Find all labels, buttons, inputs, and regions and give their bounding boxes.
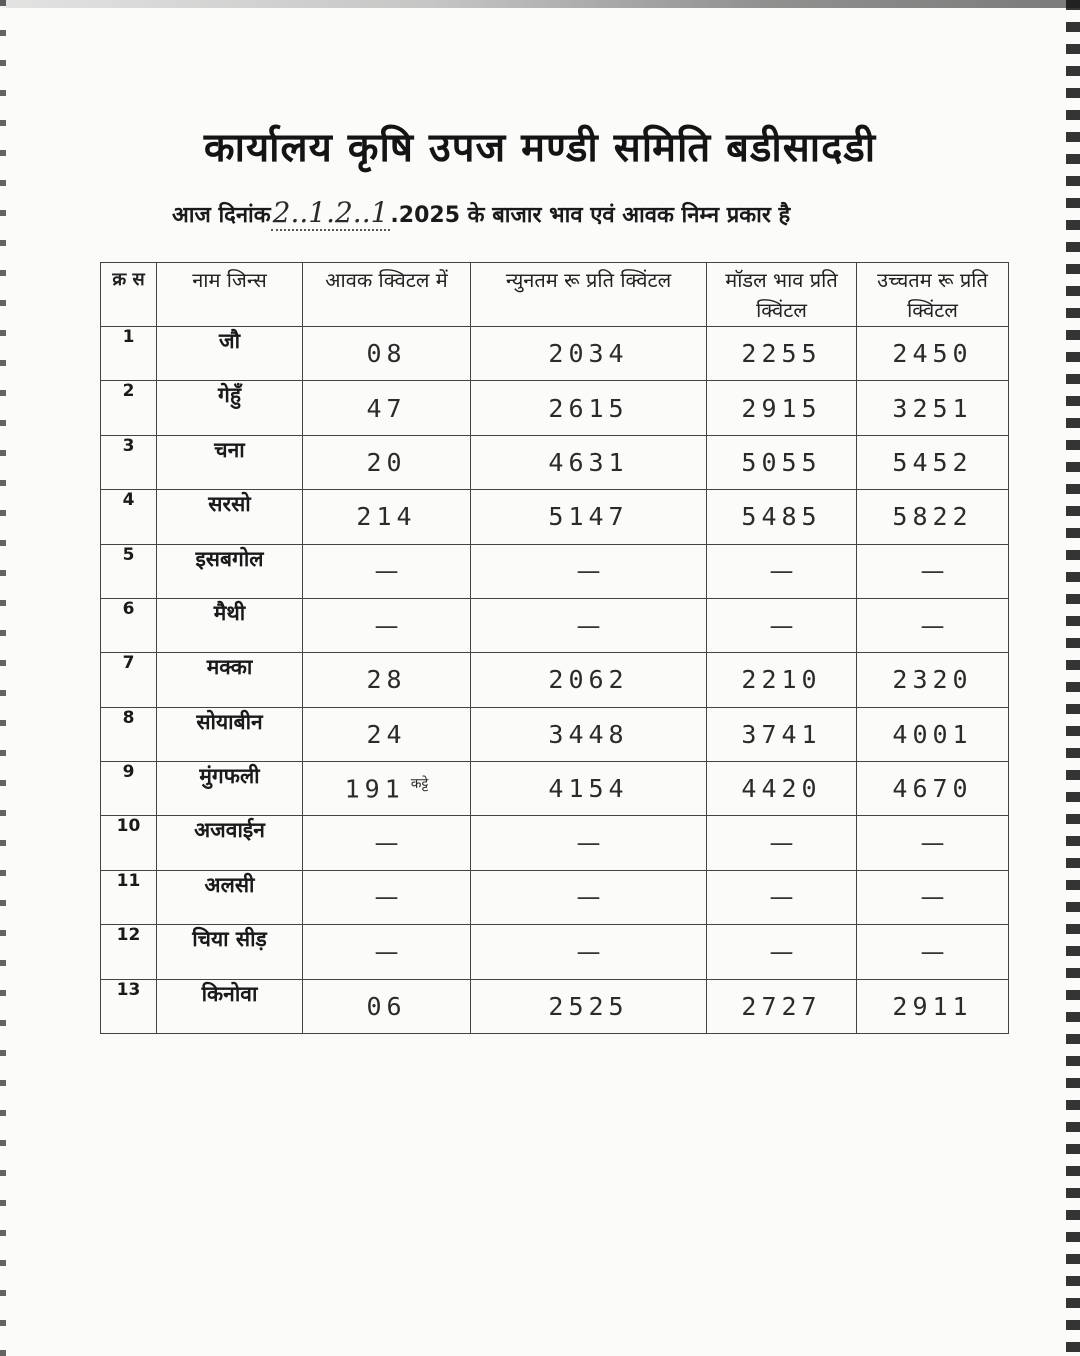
table-row	[101, 435, 1009, 489]
row-min-price-value: 2062	[548, 665, 629, 695]
row-min-price-value: —	[576, 611, 601, 640]
arrival-unit-note: कट्टे	[410, 776, 429, 793]
row-arrival-value: —	[374, 937, 399, 966]
row-min-price-value: —	[576, 829, 601, 858]
row-min-price	[471, 327, 707, 381]
table-row	[101, 381, 1009, 435]
row-arrival-value: —	[374, 883, 399, 912]
market-rates-table	[100, 262, 1009, 1034]
row-crop-name	[157, 979, 303, 1034]
row-modal-price-value: 2727	[741, 991, 822, 1021]
row-max-price-value: 4670	[892, 774, 973, 804]
row-min-price	[471, 653, 707, 707]
row-modal-price	[707, 925, 857, 979]
table-row	[101, 762, 1009, 816]
row-serial	[101, 653, 157, 707]
row-arrival	[303, 544, 471, 598]
row-crop-name	[157, 762, 303, 816]
header-arrival: आवक क्विटल में	[303, 263, 471, 327]
row-crop-name	[157, 327, 303, 381]
row-arrival	[303, 490, 471, 544]
row-serial	[101, 707, 157, 761]
row-min-price-value: 3448	[548, 719, 629, 749]
row-modal-price	[707, 598, 857, 652]
row-serial-value: 5	[122, 544, 135, 565]
row-crop-name-value: किनोवा	[201, 981, 258, 1006]
row-modal-price	[707, 490, 857, 544]
row-arrival	[303, 327, 471, 381]
row-modal-price	[707, 544, 857, 598]
row-serial-value: 6	[122, 598, 135, 619]
row-modal-price	[707, 870, 857, 924]
row-serial	[101, 816, 157, 870]
row-max-price	[857, 762, 1009, 816]
row-serial	[101, 435, 157, 489]
row-max-price	[857, 381, 1009, 435]
row-serial-value: 3	[122, 435, 135, 456]
row-crop-name	[157, 435, 303, 489]
row-crop-name-value: सोयाबीन	[196, 709, 263, 734]
row-crop-name	[157, 544, 303, 598]
scan-edge-top	[0, 0, 1080, 8]
row-crop-name-value: मैथी	[213, 600, 246, 625]
row-arrival	[303, 979, 471, 1034]
row-max-price-value: 4001	[892, 719, 973, 749]
row-arrival	[303, 381, 471, 435]
row-max-price-value: 2911	[892, 991, 973, 1021]
row-serial-value: 1	[122, 327, 135, 347]
row-serial-value: 7	[122, 653, 135, 674]
table-row	[101, 490, 1009, 544]
row-modal-price-value: —	[769, 883, 794, 912]
header-max-price: उच्चतम रू प्रति क्विंटल	[857, 263, 1009, 327]
row-min-price-value: 5147	[548, 502, 629, 532]
row-serial	[101, 490, 157, 544]
row-crop-name-value: सरसो	[208, 492, 251, 517]
table-row	[101, 653, 1009, 707]
row-modal-price	[707, 816, 857, 870]
row-arrival	[303, 653, 471, 707]
row-min-price	[471, 435, 707, 489]
date-line	[172, 196, 952, 229]
row-max-price	[857, 979, 1009, 1034]
table-row	[101, 327, 1009, 381]
row-crop-name	[157, 653, 303, 707]
row-modal-price	[707, 762, 857, 816]
row-min-price-value: —	[576, 557, 601, 586]
row-max-price	[857, 544, 1009, 598]
row-min-price	[471, 816, 707, 870]
row-crop-name-value: मुंगफली	[199, 764, 260, 788]
row-modal-price	[707, 435, 857, 489]
row-min-price	[471, 598, 707, 652]
row-arrival-value: 47	[366, 393, 407, 423]
row-max-price	[857, 870, 1009, 924]
table-header-row	[101, 263, 1009, 327]
row-arrival	[303, 435, 471, 489]
row-crop-name	[157, 490, 303, 544]
row-serial-value: 13	[116, 979, 141, 1000]
table-row	[101, 707, 1009, 761]
row-min-price-value: 2615	[548, 393, 629, 423]
row-arrival-value: 24	[366, 719, 407, 749]
row-arrival	[303, 870, 471, 924]
row-max-price	[857, 925, 1009, 979]
row-modal-price-value: 2210	[741, 665, 822, 695]
row-max-price-value: 2320	[892, 665, 973, 695]
row-serial-value: 10	[116, 816, 141, 837]
row-crop-name-value: मक्का	[206, 655, 253, 680]
row-modal-price-value: 5485	[741, 502, 822, 532]
row-modal-price	[707, 707, 857, 761]
handwritten-date: 2..1.2..1	[272, 196, 389, 229]
row-min-price	[471, 544, 707, 598]
row-arrival-value: 28	[366, 665, 407, 695]
row-arrival-value: 20	[366, 447, 407, 477]
date-line-suffix: .2025 के बाजार भाव एवं आवक निम्न प्रकार है	[390, 203, 791, 228]
row-min-price-value: 4154	[548, 774, 629, 804]
date-line-prefix: आज दिनांक	[172, 203, 271, 228]
row-arrival-value: —	[374, 829, 399, 858]
row-max-price-value: 3251	[892, 393, 973, 423]
row-serial	[101, 925, 157, 979]
row-serial-value: 12	[116, 925, 141, 946]
row-crop-name-value: जौ	[218, 329, 241, 353]
row-max-price	[857, 598, 1009, 652]
row-modal-price-value: 2255	[741, 339, 822, 369]
table-row	[101, 870, 1009, 924]
row-min-price-value: 2525	[548, 991, 629, 1021]
row-serial	[101, 979, 157, 1034]
row-crop-name-value: गेहुँ	[218, 383, 241, 408]
row-modal-price-value: —	[769, 829, 794, 858]
row-max-price-value: 5822	[892, 502, 973, 532]
row-crop-name	[157, 870, 303, 924]
row-arrival-value: 08	[366, 339, 407, 369]
row-arrival-value: 191	[344, 774, 405, 804]
row-crop-name	[157, 707, 303, 761]
row-arrival	[303, 598, 471, 652]
row-max-price-value: —	[920, 883, 945, 912]
row-serial	[101, 381, 157, 435]
row-max-price-value: 5452	[892, 447, 973, 477]
table-row	[101, 979, 1009, 1034]
row-min-price	[471, 762, 707, 816]
row-max-price-value: —	[920, 937, 945, 966]
row-modal-price	[707, 327, 857, 381]
scan-edge-right	[1066, 0, 1080, 1356]
row-max-price	[857, 327, 1009, 381]
header-sr: क्र स	[101, 263, 157, 327]
row-serial	[101, 870, 157, 924]
row-modal-price-value: —	[769, 937, 794, 966]
row-serial-value: 4	[122, 490, 135, 511]
row-modal-price-value: 4420	[741, 774, 822, 804]
row-crop-name	[157, 598, 303, 652]
row-min-price-value: 4631	[548, 447, 629, 477]
row-max-price	[857, 490, 1009, 544]
row-arrival-value: 06	[366, 991, 407, 1021]
row-serial	[101, 544, 157, 598]
row-min-price-value: —	[576, 883, 601, 912]
row-crop-name	[157, 381, 303, 435]
table-row	[101, 544, 1009, 598]
row-max-price	[857, 435, 1009, 489]
row-crop-name-value: चिया सीड़	[192, 927, 267, 952]
row-arrival-value: 214	[356, 502, 417, 532]
row-modal-price	[707, 381, 857, 435]
row-max-price-value: 2450	[892, 339, 973, 369]
table-body	[101, 327, 1009, 1034]
row-modal-price-value: —	[769, 611, 794, 640]
table-row	[101, 816, 1009, 870]
row-serial-value: 8	[122, 707, 135, 728]
row-max-price-value: —	[920, 611, 945, 640]
row-min-price-value: 2034	[548, 339, 629, 369]
row-arrival	[303, 816, 471, 870]
row-arrival	[303, 762, 471, 816]
row-serial-value: 9	[122, 762, 135, 782]
row-crop-name-value: अलसी	[204, 872, 255, 897]
row-min-price	[471, 870, 707, 924]
row-arrival	[303, 707, 471, 761]
row-min-price	[471, 381, 707, 435]
row-arrival	[303, 925, 471, 979]
row-min-price-value: —	[576, 937, 601, 966]
row-arrival-value: —	[374, 557, 399, 586]
row-crop-name	[157, 816, 303, 870]
row-modal-price-value: —	[769, 557, 794, 586]
row-modal-price-value: 5055	[741, 447, 822, 477]
row-min-price	[471, 707, 707, 761]
row-crop-name-value: इसबगोल	[195, 546, 264, 571]
row-max-price-value: —	[920, 829, 945, 858]
row-serial	[101, 327, 157, 381]
row-min-price	[471, 490, 707, 544]
table-row	[101, 598, 1009, 652]
row-crop-name-value: चना	[214, 437, 245, 462]
header-crop: नाम जिन्स	[157, 263, 303, 327]
header-modal-price: मॉडल भाव प्रति क्विंटल	[707, 263, 857, 327]
row-max-price	[857, 816, 1009, 870]
table-row	[101, 925, 1009, 979]
row-max-price	[857, 653, 1009, 707]
row-arrival-value: —	[374, 611, 399, 640]
row-crop-name-value: अजवाईन	[194, 818, 265, 843]
row-max-price	[857, 707, 1009, 761]
row-serial-value: 11	[116, 870, 141, 891]
office-title: कार्यालय कृषि उपज मण्डी समिति बडीसादडी	[203, 125, 877, 171]
row-min-price	[471, 925, 707, 979]
row-modal-price	[707, 979, 857, 1034]
row-serial-value: 2	[122, 381, 135, 402]
row-serial	[101, 598, 157, 652]
row-modal-price	[707, 653, 857, 707]
row-modal-price-value: 2915	[741, 393, 822, 423]
row-max-price-value: —	[920, 557, 945, 586]
row-min-price	[471, 979, 707, 1034]
row-crop-name	[157, 925, 303, 979]
row-modal-price-value: 3741	[741, 719, 822, 749]
scan-edge-left	[0, 0, 6, 1356]
row-serial	[101, 762, 157, 816]
header-min-price: न्युनतम रू प्रति क्विंटल	[471, 263, 707, 327]
